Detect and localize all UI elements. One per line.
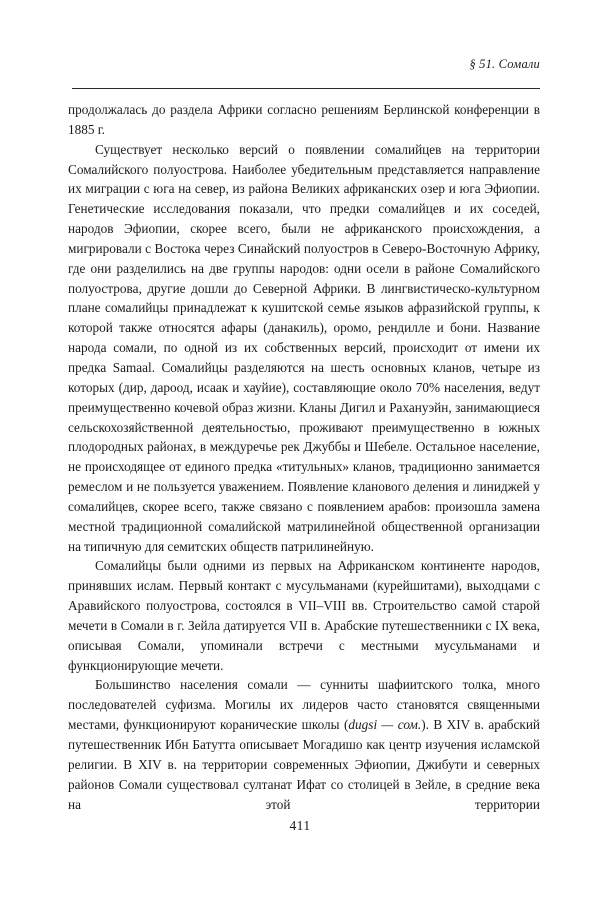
page-number: 411	[289, 818, 311, 833]
paragraph-3: Сомалийцы были одними из первых на Африканском континенте народов, принявших ислам. Первый контакт с мусульманами (курейшитами), выходцами с Аравийского полуострова, состоялся в VII–VIII вв. Строительство самой старой мечети в Сомали в г. Зейла датируется VII в. Арабские путешественники с IX века, описывая Сомали, упоминали встречи с местными мусульманами и функционирующие мечети.	[68, 558, 540, 673]
paragraph-2: Существует несколько версий о появлении сомалийцев на территории Сомалийского полуострова. Наиболее убедительным представляется направление их миграции с юга на север, из района Великих африканских озер и юга Эфиопии. Генетические исследования показали, что предки сомалийцев и их соседей, народов Эфиопии, скорее всего, были не африканского происхождения, а мигрировали с Востока через Синайский полуостров в Северо-Восточную Африку, где они разделились на две группы народов: одни осели в районе Сомалийского полуострова, другие дошли до Северной Африки. В лингвистическо-культурном плане сомалийцы принадлежат к кушитской семье языков афразийской группы, к которой также относятся афары (данакиль), оромо, рендилле и бони. Название народа сомали, по одной из их собственных версий, происходит от имени их предка Samaal. Сомалийцы разделяются на шесть основных кланов, четыре из которых (дир, дароод, исаак и хауйие), составляющие около 70% населения, ведут преимущественно кочевой образ жизни. Кланы Дигил и Рахануэйн, занимающиеся сельскохозяйственной деятельностью, проживают преимущественно в южных плодородных районах, в междуречье рек Джуббы и Шебеле. Остальное население, не происходящее от единого предка «титульных» кланов, традиционно занимается ремеслом и не пользуется уважением. Появление кланового деления и линиджей у сомалийцев, скорее всего, также связано с появлением арабов: произошла замена местной традиционной сомалийской матрилинейной общественной организации на типичную для семитских обществ патрилинейную.	[68, 141, 540, 554]
paragraph-4-text-after-italic: ). В XIV в. арабский путешественник Ибн Батутта описывает Могадишо как центр изучения исламской религии. В XIV в. на территории современных Эфиопии, Джибути и северных районов Сомали существовал султанат Ифат со столицей в Зейле, в средние века на этой территории	[68, 717, 540, 812]
paragraph-4	[68, 675, 540, 814]
running-head: § 51. Сомали	[469, 57, 540, 71]
paragraph-1: продолжалась до раздела Африки согласно решениям Берлинской конференции в 1885 г.	[68, 102, 540, 137]
paragraph-4-text-before-italic: Большинство населения сомали — сунниты шафиитского толка, много последователей суфизма. Могилы их лидеров часто становятся священными местами, функционируют коранические школы (	[68, 677, 540, 733]
header-rule	[72, 88, 540, 89]
body-text-block	[68, 100, 540, 814]
paragraph-4-italic-term: dugsi — сом.	[348, 717, 422, 733]
